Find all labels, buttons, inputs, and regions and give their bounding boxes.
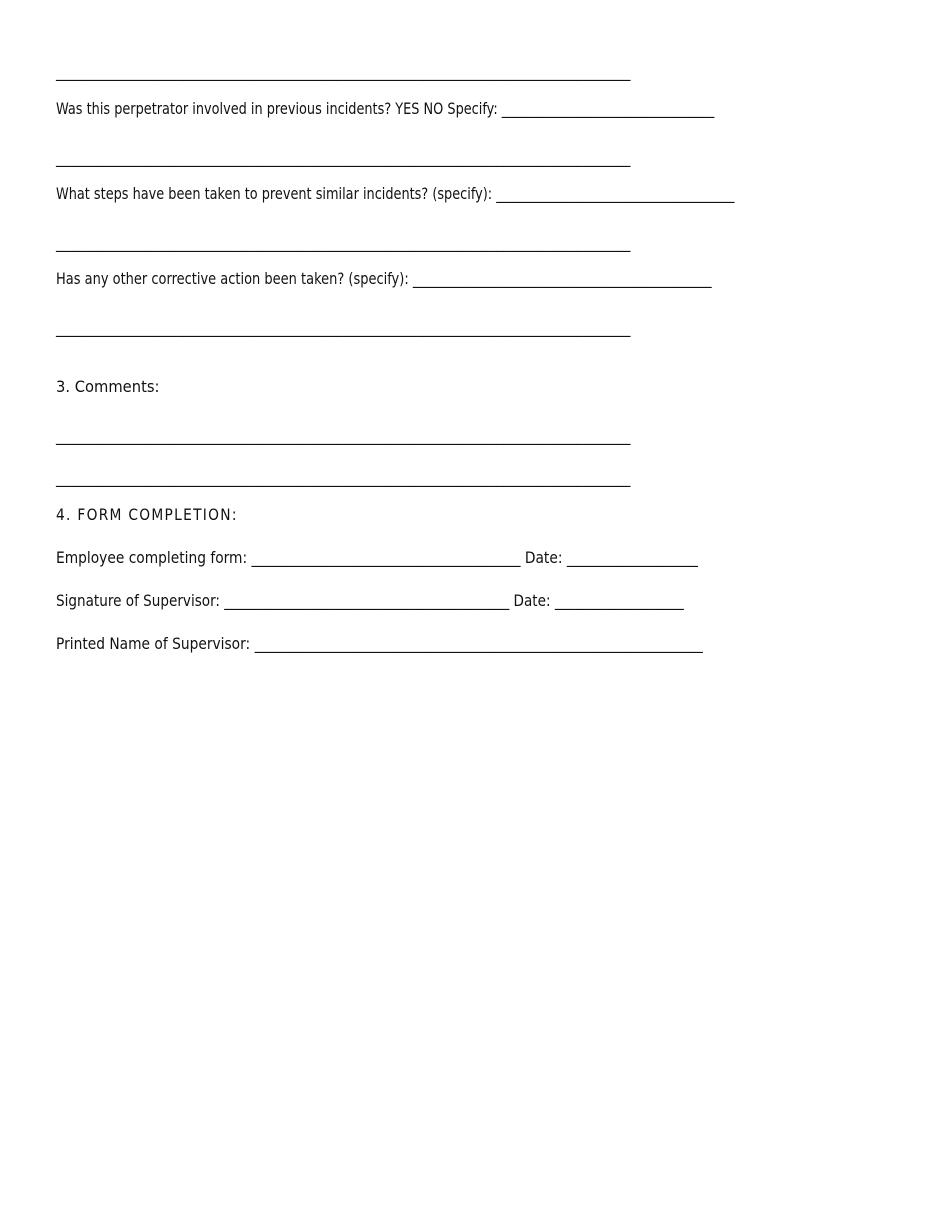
comments-heading: 3. Comments: [56, 377, 160, 396]
rule-after-corrective[interactable]: ______________________________________________________________________________________ [56, 318, 631, 337]
rule-after-prevent[interactable]: ______________________________________________________________________________________ [56, 233, 631, 252]
corrective-action-question[interactable]: Has any other corrective action been taken? (specify): ______________________________________________ [56, 269, 712, 288]
form-completion-heading: 4. FORM COMPLETION: [56, 505, 238, 524]
supervisor-signature-line[interactable]: Signature of Supervisor: __________________________________________ Date: ___________________ [56, 591, 684, 610]
previous-incidents-question[interactable]: Was this perpetrator involved in previous incidents? YES NO Specify: _________________________________ [56, 99, 715, 118]
comments-rule-1[interactable]: ______________________________________________________________________________________ [56, 426, 631, 445]
employee-completing-form-line[interactable]: Employee completing form: _______________________________________ Date: ___________________ [56, 548, 698, 567]
top-rule: ______________________________________________________________________________________ [56, 62, 631, 81]
prevent-steps-question[interactable]: What steps have been taken to prevent similar incidents? (specify): _____________________________________ [56, 184, 735, 203]
supervisor-printed-name-line[interactable]: Printed Name of Supervisor: _________________________________________________________________ [56, 634, 703, 653]
comments-rule-2[interactable]: ______________________________________________________________________________________ [56, 468, 631, 487]
rule-after-previous[interactable]: ______________________________________________________________________________________ [56, 148, 631, 167]
